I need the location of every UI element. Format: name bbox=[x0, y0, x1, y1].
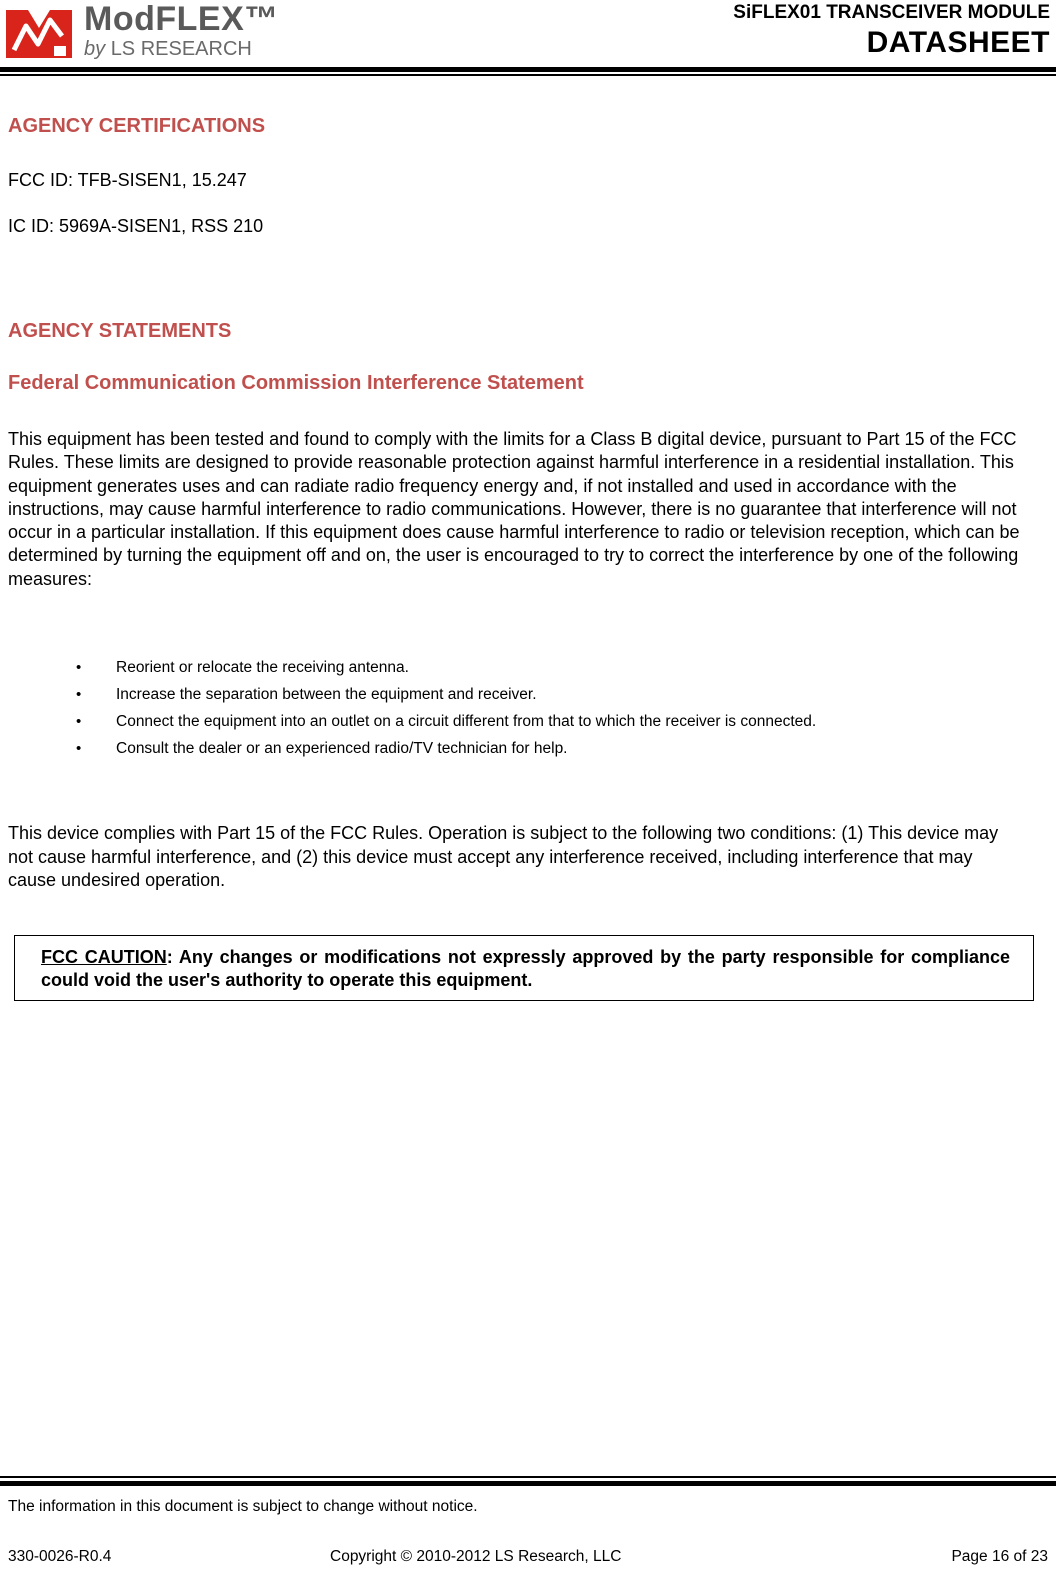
logo-brand-text: ModFLEX™ bbox=[84, 0, 279, 38]
document-number: 330-0026-R0.4 bbox=[8, 1548, 112, 1565]
header-rule-thin bbox=[0, 74, 1056, 76]
footer-notice: The information in this document is subject to change without notice. bbox=[8, 1498, 478, 1515]
part15-compliance-paragraph: This device complies with Part 15 of the FCC Rules. Operation is subject to the following two conditions: (1) This device may not cause harmful interference, and (2) this device must accept any interference received, including interference that may cause undesired operation. bbox=[8, 823, 999, 891]
module-title: SiFLEX01 TRANSCEIVER MODULE bbox=[733, 2, 1050, 23]
fcc-caution-body: : Any changes or modifications not expressly approved by the party responsible for compliance could void the user's authority to operate this equipment. bbox=[41, 947, 1011, 990]
ic-id: IC ID: 5969A-SISEN1, RSS 210 bbox=[8, 216, 264, 236]
list-item: • Increase the separation between the equipment and receiver. bbox=[8, 685, 1008, 704]
copyright: Copyright © 2010-2012 LS Research, LLC bbox=[330, 1548, 622, 1565]
fcc-caution-label: FCC CAUTION bbox=[41, 947, 167, 967]
fcc-interference-heading: Federal Communication Commission Interference Statement bbox=[8, 372, 584, 394]
footer-rule bbox=[0, 1481, 1056, 1486]
document-type: DATASHEET bbox=[866, 26, 1050, 59]
company-logo bbox=[4, 2, 286, 62]
certifications-heading: AGENCY CERTIFICATIONS bbox=[8, 115, 266, 137]
modflex-logo-icon bbox=[4, 2, 74, 62]
fcc-statement-paragraph: This equipment has been tested and found to comply with the limits for a Class B digital device, pursuant to Part 15 of the FCC Rules. These limits are designed to provide reasonable protection against harmful interference in a residential installation. This equipment generates uses and can radiate radio frequency energy and, if not installed and used in accordance with the instructions, may cause harmful interference to radio communications. However, there is no guarantee that interference will not occur in a particular installation. If this equipment does cause harmful interference to radio or television reception, which can be determined by turning the equipment off and on, the user is encouraged to try to correct the interference by one of the following measures: bbox=[8, 429, 1020, 589]
fcc-id: FCC ID: TFB-SISEN1, 15.247 bbox=[8, 170, 247, 190]
measures-list bbox=[8, 658, 1008, 766]
logo-subtitle bbox=[84, 38, 252, 61]
header-rule bbox=[0, 67, 1056, 72]
fcc-caution-box bbox=[14, 935, 1034, 1001]
logo-by-text: by bbox=[84, 38, 106, 60]
list-item: • Consult the dealer or an experienced radio/TV technician for help. bbox=[8, 739, 1008, 758]
list-item: • Connect the equipment into an outlet on a circuit different from that to which the receiver is connected. bbox=[8, 712, 1008, 731]
statements-heading: AGENCY STATEMENTS bbox=[8, 320, 232, 342]
footer-rule-thin bbox=[0, 1476, 1056, 1478]
fcc-caution-text bbox=[41, 946, 1010, 992]
page-number: Page 16 of 23 bbox=[951, 1548, 1048, 1565]
logo-company-text: LS RESEARCH bbox=[110, 38, 252, 60]
list-item: • Reorient or relocate the receiving antenna. bbox=[8, 658, 1008, 677]
